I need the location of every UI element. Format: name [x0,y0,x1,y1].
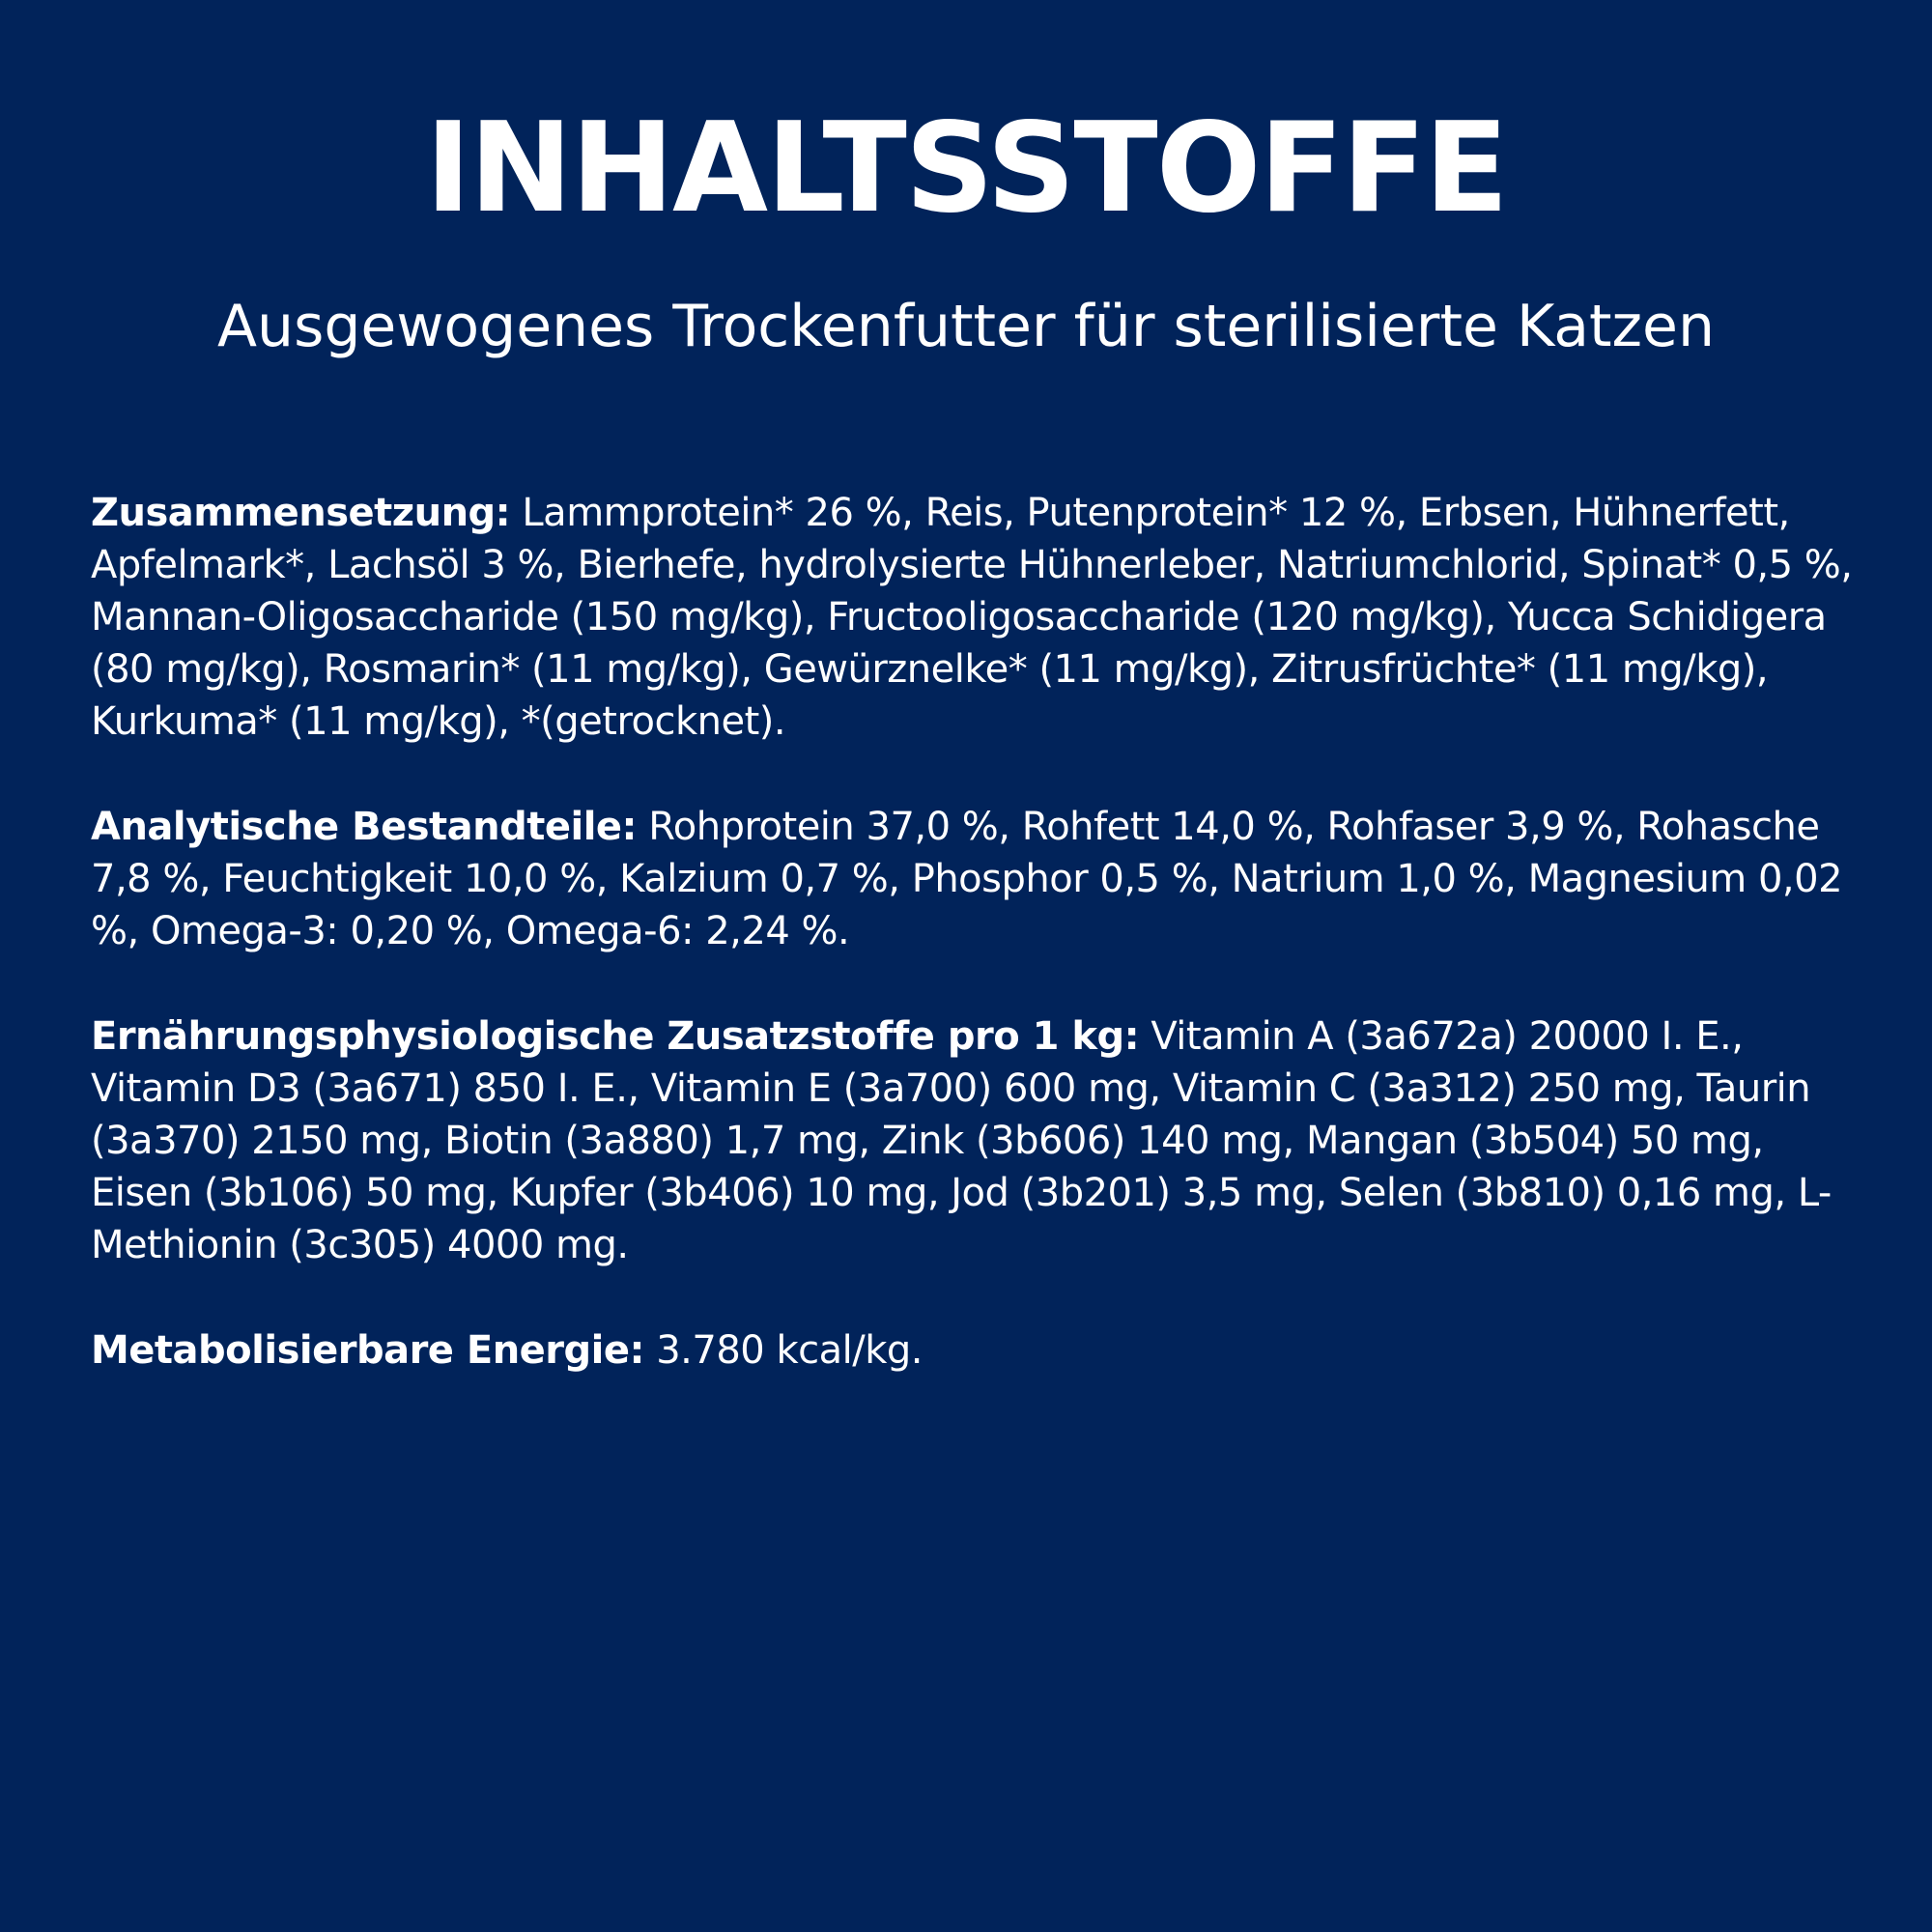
additives-text: Vitamin A (3a672a) 20000 I. E., Vitamin D3 (3a671) 850 I. E., Vitamin E (3a700) 600 mg, Vitamin C (3a312) 250 mg, Taurin (3a370) 2150 mg, Biotin (3a880) 1,7 mg, Zink (3b606) 140 mg, Mangan (3b504) 50 mg, Eisen (3b106) 50 mg, Kupfer (3b406) 10 mg, Jod (3b201) 3,5 mg, Selen (3b810) 0,16 mg, L-Methionin (3c305) 4000 mg. [91,1014,1832,1267]
additives-section [91,1010,1859,1271]
energy-text: 3.780 kcal/kg. [656,1328,923,1373]
energy-section [91,1324,1859,1377]
composition-section [91,487,1859,748]
page-title: INHALTSSTOFFE [425,97,1507,241]
ingredients-content [91,487,1859,1430]
composition-label: Zusammensetzung: [91,491,511,535]
additives-label: Ernährungsphysiologische Zusatzstoffe pro 1 kg: [91,1014,1140,1059]
composition-text: Lammprotein* 26 %, Reis, Putenprotein* 12 %, Erbsen, Hühnerfett, Apfelmark*, Lachsöl 3 %, Bierhefe, hydrolysierte Hühnerleber, Natriumchlorid, Spinat* 0,5 %, Mannan-Oligosaccharide (150 mg/kg), Fructooligosaccharide (120 mg/kg), Yucca Schidigera (80 mg/kg), Rosmarin* (11 mg/kg), Gewürznelke* (11 mg/kg), Zitrusfrüchte* (11 mg/kg), Kurkuma* (11 mg/kg), *(getrocknet). [91,491,1853,744]
analytical-section [91,801,1859,957]
analytical-label: Analytische Bestandteile: [91,805,638,849]
page-subtitle: Ausgewogenes Trockenfutter für sterilisierte Katzen [217,293,1715,360]
energy-label: Metabolisierbare Energie: [91,1328,644,1373]
analytical-text: Rohprotein 37,0 %, Rohfett 14,0 %, Rohfaser 3,9 %, Rohasche 7,8 %, Feuchtigkeit 10,0 %, Kalzium 0,7 %, Phosphor 0,5 %, Natrium 1,0 %, Magnesium 0,02 %, Omega-3: 0,20 %, Omega-6: 2,24 %. [91,805,1843,953]
